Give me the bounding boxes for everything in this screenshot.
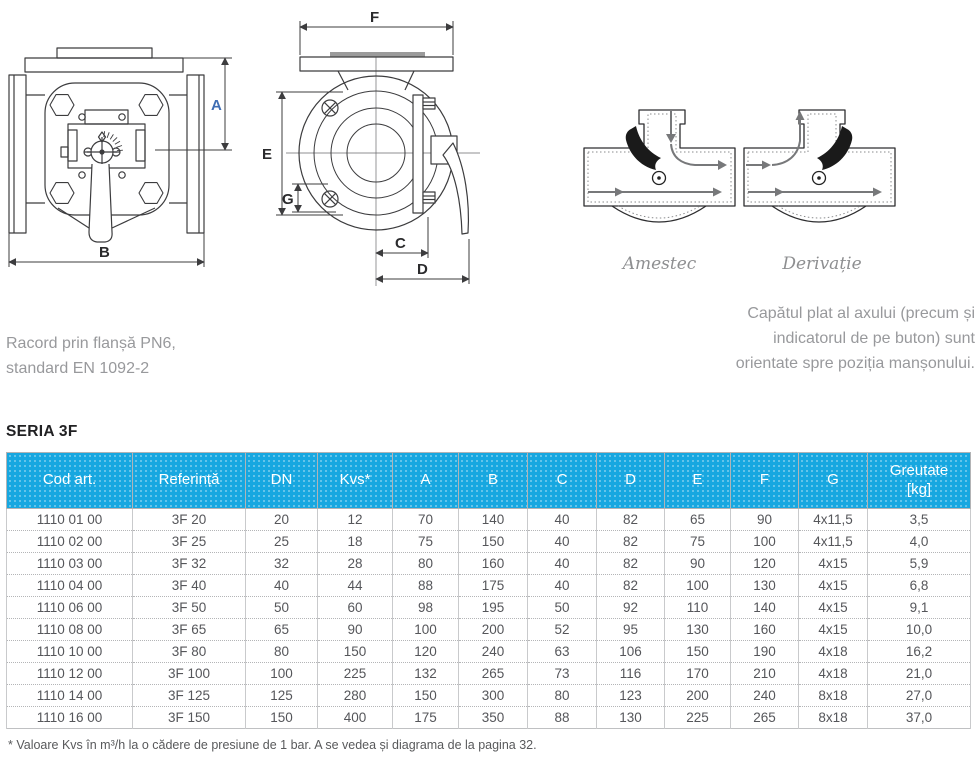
table-cell: 4x18 [799, 663, 868, 685]
table-cell: 160 [459, 553, 528, 575]
table-cell: 123 [597, 685, 665, 707]
table-cell: 200 [665, 685, 731, 707]
table-cell: 50 [246, 597, 318, 619]
table-cell: 82 [597, 575, 665, 597]
table-cell: 3F 20 [133, 509, 246, 531]
column-header: Cod art. [7, 453, 133, 509]
dim-label-b: B [99, 244, 110, 261]
table-cell: 116 [597, 663, 665, 685]
table-cell: 3F 40 [133, 575, 246, 597]
table-cell: 3F 80 [133, 641, 246, 663]
table-body [7, 509, 971, 729]
table-cell: 4,0 [868, 531, 971, 553]
table-cell: 125 [246, 685, 318, 707]
table-cell: 3F 100 [133, 663, 246, 685]
table-cell: 75 [665, 531, 731, 553]
table-cell: 63 [528, 641, 597, 663]
table-cell: 10,0 [868, 619, 971, 641]
table-cell: 3F 50 [133, 597, 246, 619]
table-cell: 18 [318, 531, 393, 553]
column-header: Referință [133, 453, 246, 509]
table-cell: 21,0 [868, 663, 971, 685]
table-cell: 16,2 [868, 641, 971, 663]
table-cell: 400 [318, 707, 393, 729]
table-cell: 160 [731, 619, 799, 641]
table-cell: 40 [246, 575, 318, 597]
table-row [7, 663, 971, 685]
flow-arrows-diverting [746, 111, 882, 197]
table-cell: 20 [246, 509, 318, 531]
table-cell: 110 [665, 597, 731, 619]
table-cell: 88 [393, 575, 459, 597]
shaft-orientation-note [635, 302, 975, 376]
table-cell: 90 [731, 509, 799, 531]
valve-side-view-drawing [248, 3, 503, 293]
note-line: indicatorul de pe buton) sunt [773, 329, 975, 347]
table-cell: 3,5 [868, 509, 971, 531]
table-row [7, 707, 971, 729]
mixing-label: Amestec [622, 254, 697, 274]
table-cell: 175 [459, 575, 528, 597]
table-cell: 150 [318, 641, 393, 663]
table-cell: 1110 06 00 [7, 597, 133, 619]
column-header: E [665, 453, 731, 509]
table-cell: 150 [665, 641, 731, 663]
table-cell: 150 [246, 707, 318, 729]
dim-label-d: D [417, 261, 428, 278]
table-row [7, 685, 971, 707]
table-cell: 1110 10 00 [7, 641, 133, 663]
note-line: orientate spre poziția manșonului. [735, 354, 975, 372]
table-cell: 90 [665, 553, 731, 575]
diverting-label: Derivație [782, 254, 862, 274]
table-cell: 3F 32 [133, 553, 246, 575]
valve-front-view-drawing [5, 10, 240, 280]
table-cell: 1110 08 00 [7, 619, 133, 641]
table-cell: 3F 125 [133, 685, 246, 707]
table-cell: 1110 03 00 [7, 553, 133, 575]
table-cell: 60 [318, 597, 393, 619]
table-cell: 100 [731, 531, 799, 553]
table-row [7, 619, 971, 641]
table-cell: 12 [318, 509, 393, 531]
control-knob [87, 132, 117, 167]
table-cell: 4x11,5 [799, 531, 868, 553]
dim-label-a: A [211, 97, 222, 114]
table-cell: 80 [246, 641, 318, 663]
table-cell: 92 [597, 597, 665, 619]
table-row [7, 509, 971, 531]
table-cell: 44 [318, 575, 393, 597]
table-cell: 130 [597, 707, 665, 729]
column-header: B [459, 453, 528, 509]
table-cell: 40 [528, 553, 597, 575]
dim-label-c: C [395, 235, 406, 252]
table-cell: 100 [665, 575, 731, 597]
table-cell: 70 [393, 509, 459, 531]
table-cell: 1110 01 00 [7, 509, 133, 531]
table-cell: 130 [665, 619, 731, 641]
table-cell: 95 [597, 619, 665, 641]
table-cell: 3F 25 [133, 531, 246, 553]
table-cell: 225 [318, 663, 393, 685]
valve-handle [89, 164, 112, 242]
table-row [7, 575, 971, 597]
table-cell: 65 [246, 619, 318, 641]
table-cell: 6,8 [868, 575, 971, 597]
table-cell: 1110 12 00 [7, 663, 133, 685]
table-cell: 4x15 [799, 553, 868, 575]
column-header: D [597, 453, 665, 509]
table-cell: 82 [597, 553, 665, 575]
note-line: Racord prin flanșă PN6, [6, 335, 176, 352]
table-cell: 210 [731, 663, 799, 685]
column-header: C [528, 453, 597, 509]
table-cell: 130 [731, 575, 799, 597]
table-cell: 240 [731, 685, 799, 707]
table-cell: 82 [597, 509, 665, 531]
table-cell: 150 [393, 685, 459, 707]
table-cell: 40 [528, 509, 597, 531]
series-title: SERIA 3F [6, 423, 78, 440]
table-cell: 3F 65 [133, 619, 246, 641]
table-cell: 100 [393, 619, 459, 641]
table-cell: 27,0 [868, 685, 971, 707]
column-header: A [393, 453, 459, 509]
column-header: G [799, 453, 868, 509]
table-cell: 4x18 [799, 641, 868, 663]
table-cell: 73 [528, 663, 597, 685]
table-cell: 88 [528, 707, 597, 729]
column-header: F [731, 453, 799, 509]
table-cell: 80 [393, 553, 459, 575]
table-cell: 5,9 [868, 553, 971, 575]
table-cell: 200 [459, 619, 528, 641]
table-cell: 150 [459, 531, 528, 553]
table-row [7, 553, 971, 575]
spec-table [6, 452, 971, 729]
table-cell: 1110 14 00 [7, 685, 133, 707]
valve-lever [443, 143, 468, 234]
table-cell: 8x18 [799, 707, 868, 729]
table-cell: 225 [665, 707, 731, 729]
table-cell: 280 [318, 685, 393, 707]
column-header: DN [246, 453, 318, 509]
table-cell: 120 [731, 553, 799, 575]
table-cell: 50 [528, 597, 597, 619]
note-line: Capătul plat al axului (precum și [747, 305, 975, 322]
table-cell: 4x11,5 [799, 509, 868, 531]
dim-label-g: G [282, 191, 294, 208]
table-cell: 90 [318, 619, 393, 641]
table-cell: 1110 16 00 [7, 707, 133, 729]
table-cell: 195 [459, 597, 528, 619]
valve-shutter [817, 126, 852, 170]
table-row [7, 641, 971, 663]
note-line: standard EN 1092-2 [6, 359, 150, 377]
table-cell: 132 [393, 663, 459, 685]
diverting-flow-schematic [742, 108, 897, 253]
table-cell: 300 [459, 685, 528, 707]
table-cell: 106 [597, 641, 665, 663]
table-cell: 37,0 [868, 707, 971, 729]
table-cell: 1110 04 00 [7, 575, 133, 597]
table-cell: 175 [393, 707, 459, 729]
table-cell: 3F 150 [133, 707, 246, 729]
table-row [7, 597, 971, 619]
table-cell: 52 [528, 619, 597, 641]
table-cell: 75 [393, 531, 459, 553]
table-cell: 4x15 [799, 575, 868, 597]
table-cell: 40 [528, 531, 597, 553]
table-cell: 8x18 [799, 685, 868, 707]
flange-connection-note [6, 332, 176, 382]
table-cell: 9,1 [868, 597, 971, 619]
table-cell: 350 [459, 707, 528, 729]
table-cell: 32 [246, 553, 318, 575]
dim-label-f: F [370, 9, 380, 26]
table-cell: 265 [459, 663, 528, 685]
spec-table-container [6, 452, 970, 729]
table-cell: 240 [459, 641, 528, 663]
kvs-footnote: * Valoare Kvs în m³/h la o cădere de presiune de 1 bar. A se vedea și diagrama de la pagina 32. [8, 738, 537, 752]
table-cell: 120 [393, 641, 459, 663]
dim-label-e: E [262, 146, 273, 163]
table-cell: 100 [246, 663, 318, 685]
table-cell: 265 [731, 707, 799, 729]
table-cell: 4x15 [799, 597, 868, 619]
table-cell: 80 [528, 685, 597, 707]
table-cell: 98 [393, 597, 459, 619]
mixing-flow-schematic [582, 108, 737, 253]
table-cell: 140 [459, 509, 528, 531]
table-cell: 4x15 [799, 619, 868, 641]
table-cell: 65 [665, 509, 731, 531]
table-cell: 1110 02 00 [7, 531, 133, 553]
table-cell: 40 [528, 575, 597, 597]
table-cell: 170 [665, 663, 731, 685]
column-header: Greutate [kg] [868, 453, 971, 509]
table-row [7, 531, 971, 553]
table-cell: 190 [731, 641, 799, 663]
column-header: Kvs* [318, 453, 393, 509]
table-cell: 28 [318, 553, 393, 575]
table-cell: 25 [246, 531, 318, 553]
table-cell: 140 [731, 597, 799, 619]
table-header-row [7, 453, 971, 509]
table-cell: 82 [597, 531, 665, 553]
flange-bolt-holes [322, 100, 338, 207]
